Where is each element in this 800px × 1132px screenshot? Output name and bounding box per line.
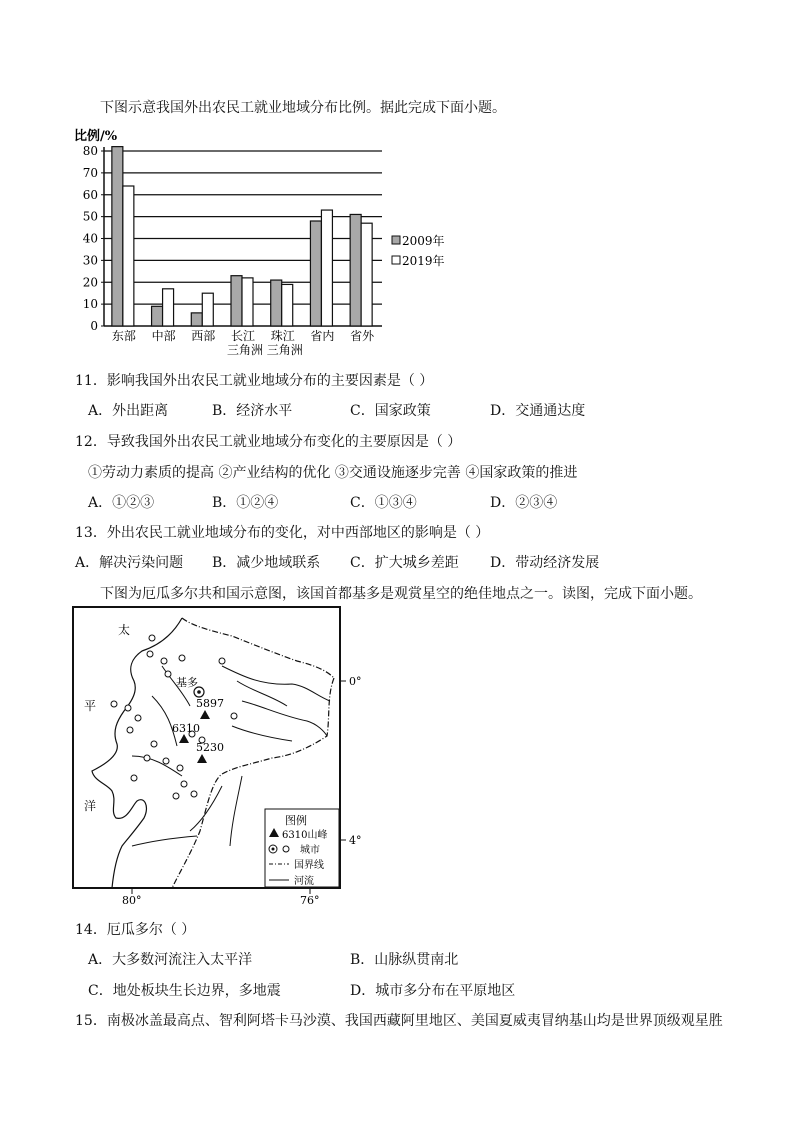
legend-swatch: [392, 256, 400, 264]
y-tick-label: 10: [82, 297, 98, 312]
city-marker: [191, 791, 197, 797]
bar-2009年-省外: [350, 214, 361, 326]
bar-2019年-东部: [123, 186, 134, 326]
city-marker: [181, 781, 187, 787]
city-marker: [144, 755, 150, 761]
q12-option-d[interactable]: D．②③④: [490, 495, 558, 511]
ocean-label: 平: [84, 699, 97, 713]
intro-text-1: 下图示意我国外出农民工就业地域分布比例。据此完成下面小题。: [100, 100, 506, 116]
y-tick-label: 30: [82, 253, 98, 268]
city-marker: [147, 651, 153, 657]
q11-option-b[interactable]: B．经济水平: [212, 403, 293, 419]
y-tick-label: 40: [82, 231, 98, 246]
q12-stem: 12．导致我国外出农民工就业地域分布变化的主要原因是（ ）: [75, 434, 462, 450]
city-marker: [151, 741, 157, 747]
ocean-label: 太: [118, 623, 131, 637]
city-marker: [149, 635, 155, 641]
city-marker: [177, 765, 183, 771]
map-legend: [265, 809, 339, 887]
city-marker: [231, 713, 237, 719]
lat-label-0: 0°: [349, 675, 362, 688]
intro-text-2: 下图为厄瓜多尔共和国示意图，该国首都基多是观赏星空的绝佳地点之一。读图，完成下面小题。: [100, 586, 702, 602]
bar-2019年-珠江: [282, 284, 293, 326]
legend-city: 城市: [300, 845, 320, 856]
x-tick-label: 西部: [191, 329, 216, 343]
legend-river: 河流: [294, 876, 314, 887]
bar-2019年-西部: [202, 293, 213, 326]
peak-label: 6310: [172, 722, 200, 735]
x-tick-label: 东部: [111, 329, 136, 343]
city-marker: [135, 715, 141, 721]
city-marker: [161, 658, 167, 664]
q12-statements: ①劳动力素质的提高 ②产业结构的优化 ③交通设施逐步完善 ④国家政策的推进: [88, 465, 578, 481]
city-marker: [219, 658, 225, 664]
city-marker: [125, 705, 131, 711]
employment-distribution-bar-chart: [70, 124, 460, 360]
legend-swatch: [392, 236, 400, 244]
q11-option-c[interactable]: C．国家政策: [350, 403, 431, 419]
city-marker: [163, 758, 169, 764]
city-marker: [165, 671, 171, 677]
x-tick-label: 省外: [350, 329, 375, 343]
y-tick-label: 20: [82, 275, 98, 290]
y-tick-label: 0: [90, 319, 98, 333]
y-tick-label: 80: [82, 144, 98, 158]
y-tick-label: 70: [82, 165, 98, 180]
lat-label-4: 4°: [349, 834, 362, 847]
bar-2019年-中部: [163, 289, 174, 326]
q13-option-b[interactable]: B．减少地域联系: [212, 555, 321, 571]
q13-option-d[interactable]: D．带动经济发展: [490, 555, 600, 571]
q11-option-a[interactable]: A．外出距离: [88, 403, 169, 419]
bar-2019年-省外: [361, 223, 372, 326]
q15-stem: 15．南极冰盖最高点、智利阿塔卡马沙漠、我国西藏阿里地区、美国夏威夷冒纳基山均是世界顶级观星胜: [75, 1013, 723, 1029]
bar-2009年-西部: [191, 313, 202, 326]
q12-option-a[interactable]: A．①②③: [88, 495, 155, 511]
city-marker: [131, 775, 137, 781]
legend-peak: 6310山峰: [282, 830, 328, 841]
x-tick-label: 珠江: [270, 329, 295, 343]
peak-label: 5230: [196, 741, 224, 754]
bar-2009年-长江: [231, 276, 242, 326]
city-marker: [179, 655, 185, 661]
city-marker: [173, 793, 179, 799]
q12-option-b[interactable]: B．①②④: [212, 495, 279, 511]
q11-option-d[interactable]: D．交通通达度: [490, 403, 586, 419]
bar-2009年-中部: [152, 306, 163, 326]
city-marker: [127, 727, 133, 733]
lon-label-76: 76°: [300, 894, 320, 907]
q14-option-a[interactable]: A．大多数河流注入太平洋: [88, 952, 253, 968]
x-tick-label: 长江: [230, 329, 256, 343]
q14-option-c[interactable]: C．地处板块生长边界，多地震: [88, 983, 281, 999]
lon-label-80: 80°: [122, 894, 142, 907]
capital-label: 基多: [176, 676, 198, 689]
q14-stem: 14．厄瓜多尔（ ）: [75, 922, 196, 938]
y-axis-label: 比例/%: [74, 129, 118, 144]
q14-option-d[interactable]: D．城市多分布在平原地区: [350, 983, 516, 999]
x-tick-sublabel: 三角洲: [266, 343, 303, 357]
y-tick-label: 60: [82, 187, 98, 202]
ocean-label: 洋: [84, 799, 97, 813]
legend-border: 国界线: [294, 860, 324, 871]
x-tick-sublabel: 三角洲: [226, 343, 264, 357]
ecuador-map: [72, 606, 372, 910]
bar-2009年-东部: [112, 147, 123, 326]
q14-option-b[interactable]: B．山脉纵贯南北: [350, 952, 459, 968]
bar-2019年-长江: [242, 278, 253, 326]
legend-label: 2009年: [402, 234, 445, 248]
bar-2019年-省内: [321, 210, 332, 326]
x-tick-label: 中部: [151, 329, 176, 343]
q11-stem: 11．影响我国外出农民工就业地域分布的主要因素是（ ）: [75, 373, 434, 389]
q13-option-a[interactable]: A．解决污染问题: [75, 555, 184, 571]
city-marker: [111, 701, 117, 707]
bar-2009年-省内: [310, 221, 321, 326]
peak-label: 5897: [196, 697, 224, 710]
q13-option-c[interactable]: C．扩大城乡差距: [350, 555, 459, 571]
q13-stem: 13．外出农民工就业地域分布的变化，对中西部地区的影响是（ ）: [75, 525, 490, 541]
y-tick-label: 50: [82, 209, 98, 224]
legend-label: 2019年: [402, 254, 445, 268]
q12-option-c[interactable]: C．①③④: [350, 495, 417, 511]
bar-2009年-珠江: [271, 280, 282, 326]
legend-title: 图例: [285, 814, 307, 827]
x-tick-label: 省内: [310, 329, 335, 343]
